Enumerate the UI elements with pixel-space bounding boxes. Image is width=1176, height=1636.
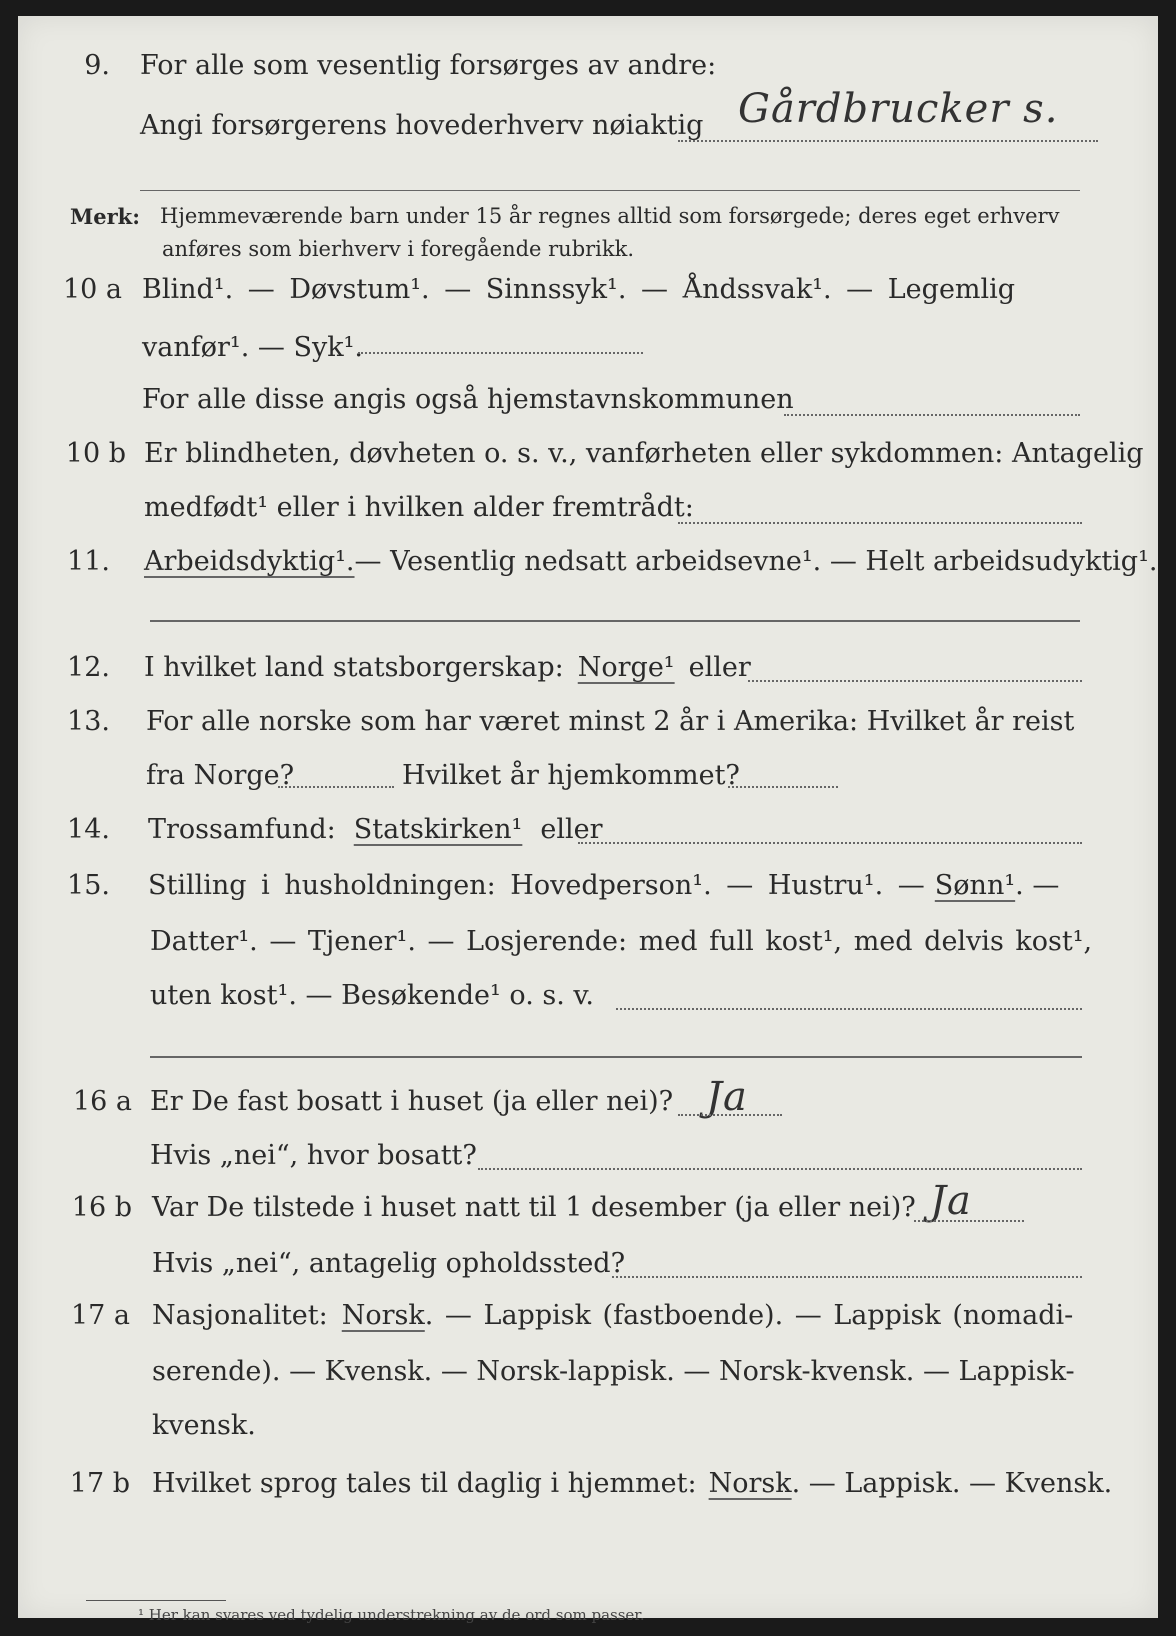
q17a-option-norsk: Norsk — [341, 1300, 425, 1331]
q13-text-2b: Hvilket år hjemkommet? — [402, 760, 740, 791]
q14-answer-line — [578, 842, 1082, 844]
q10a-kommune-line — [784, 414, 1080, 416]
q17a-number: 17 a — [70, 1300, 130, 1331]
q16b-handwritten-answer: Ja — [930, 1178, 972, 1224]
q10a-text-2: vanfør¹. — Syk¹. — [142, 332, 363, 363]
q16a-handwritten-answer: Ja — [706, 1074, 748, 1120]
q17b-text-pre: Hvilket sprog tales til daglig i hjemmet: — [152, 1468, 697, 1499]
q9-answer-line — [678, 140, 1098, 142]
q10a-number: 10 a — [62, 274, 122, 305]
q14-number: 14. — [67, 814, 110, 845]
q16a-bosatt-line — [478, 1168, 1082, 1170]
q16b-text-2: Hvis „nei“, antagelig opholdssted? — [152, 1248, 626, 1279]
census-form-page — [18, 16, 1158, 1624]
footnote-rule — [86, 1600, 226, 1601]
q16b-text-1: Var De tilstede i huset natt til 1 desember (ja eller nei)? — [152, 1192, 916, 1223]
q12-number: 12. — [67, 652, 110, 683]
q16b-answer-line — [914, 1220, 1024, 1222]
q11-number: 11. — [67, 546, 110, 577]
merk-text-2: anføres som bierhverv i foregående rubrikk. — [162, 237, 635, 261]
q13-hjemkommet-line — [728, 786, 838, 788]
q14-text-post: eller — [540, 814, 603, 845]
q16a-number: 16 a — [72, 1086, 132, 1117]
q12-option-norge: Norge¹ — [577, 652, 675, 683]
q17a-text-1a: Nasjonalitet: — [152, 1300, 328, 1331]
q13-number: 13. — [67, 706, 110, 737]
q15-text-1 — [148, 870, 1059, 901]
q13-text-1: For alle norske som har været minst 2 år i Amerika: Hvilket år reist — [146, 706, 1075, 737]
q10a-text-1: Blind¹. — Døvstum¹. — Sinnssyk¹. — Åndssvak¹. — Legemlig — [142, 274, 1016, 305]
q10b-text-1: Er blindheten, døvheten o. s. v., vanførheten eller sykdommen: Antagelig — [144, 438, 1144, 469]
q10a-text-3: For alle disse angis også hjemstavnskommunen — [142, 384, 794, 415]
q17a-text-3: kvensk. — [152, 1410, 256, 1441]
q11-blank-line — [150, 620, 1080, 622]
q9-text-1: For alle som vesentlig forsørges av andre: — [140, 50, 717, 81]
footnote: ¹ Her kan svares ved tydelig understrekning av de ord som passer. — [138, 1606, 645, 1624]
merk-text — [160, 200, 1090, 266]
q14-text — [148, 814, 602, 845]
q9-number: 9. — [84, 50, 110, 81]
q10a-syk-line — [358, 352, 643, 354]
q15-option-sonn: Sønn¹ — [934, 870, 1016, 901]
q17b-text — [152, 1468, 1112, 1499]
merk-text-1: Hjemmeværende barn under 15 år regnes alltid som forsørgede; deres eget erhverv — [160, 204, 1060, 228]
q17a-text-1c: . — Lappisk (fastboende). — Lappisk (nomadi- — [424, 1300, 1074, 1331]
q10b-text-2: medfødt¹ eller i hvilken alder fremtrådt: — [144, 492, 694, 523]
q16b-opholdssted-line — [612, 1276, 1082, 1278]
q10b-number: 10 b — [65, 438, 126, 469]
q11-option-arbeidsdyktig: Arbeidsdyktig¹. — [144, 546, 355, 577]
q16a-answer-line — [678, 1114, 782, 1116]
q15-blank-line — [150, 1056, 1082, 1058]
q17a-text-2: serende). — Kvensk. — Norsk-lappisk. — Norsk-kvensk. — Lappisk- — [152, 1356, 1075, 1387]
q17b-text-post: . — Lappisk. — Kvensk. — [791, 1468, 1113, 1499]
q15-text-1a: Stilling i husholdningen: Hovedperson¹. — Hustru¹. — — [148, 870, 925, 901]
q14-option-statskirken: Statskirken¹ — [353, 814, 523, 845]
q14-text-pre: Trossamfund: — [148, 814, 336, 845]
q15-text-1c: . — — [1015, 870, 1060, 901]
q15-text-2: Datter¹. — Tjener¹. — Losjerende: med full kost¹, med delvis kost¹, — [150, 926, 1093, 957]
q17a-text-1 — [152, 1300, 1073, 1331]
q11-text-rest: — Vesentlig nedsatt arbeidsevne¹. — Helt arbeidsudyktig¹. — [354, 546, 1158, 577]
q9-handwritten-answer: Gårdbrucker s. — [738, 86, 1059, 132]
q17b-number: 17 b — [69, 1468, 130, 1499]
q10b-alder-line — [678, 522, 1082, 524]
q11-text — [144, 546, 1158, 577]
q12-text — [144, 652, 751, 683]
q15-answer-line — [616, 1008, 1082, 1010]
q12-text-post: eller — [688, 652, 751, 683]
q9-extra-line — [140, 190, 1080, 191]
q13-text-2a: fra Norge? — [146, 760, 295, 791]
q16b-number: 16 b — [71, 1192, 132, 1223]
q16a-text-1: Er De fast bosatt i huset (ja eller nei)? — [150, 1086, 674, 1117]
q15-text-3: uten kost¹. — Besøkende¹ o. s. v. — [150, 980, 595, 1011]
merk-label: Merk: — [70, 204, 140, 229]
q17b-option-norsk: Norsk — [708, 1468, 792, 1499]
q16a-text-2: Hvis „nei“, hvor bosatt? — [150, 1140, 477, 1171]
q15-number: 15. — [67, 870, 110, 901]
q9-text-2: Angi forsørgerens hovederhverv nøiaktig — [140, 110, 704, 141]
q13-reist-line — [278, 786, 394, 788]
q10a-row-1 — [18, 274, 1098, 318]
q12-text-pre: I hvilket land statsborgerskap: — [144, 652, 564, 683]
q12-answer-line — [748, 680, 1082, 682]
